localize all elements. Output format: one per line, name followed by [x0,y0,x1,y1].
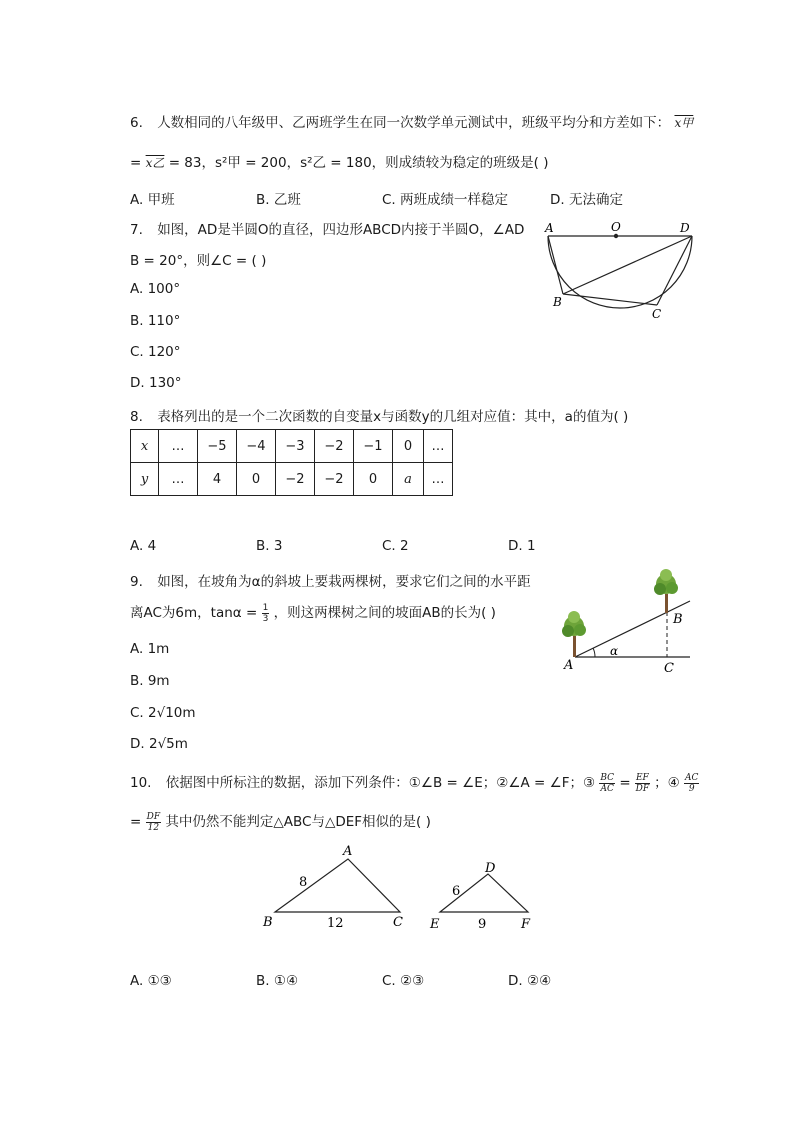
table-cell: … [424,463,453,496]
q9-option-a: A. 1m [130,641,170,657]
table-cell: … [159,430,198,463]
q6-option-c: C. 两班成绩一样稳定 [382,192,509,208]
tree-at-b-icon [654,569,678,613]
table-cell: y [131,463,159,496]
label-c: C [652,307,662,321]
q7-option-a: A. 100° [130,281,181,297]
q10-text-2b: 其中仍然不能判定△ABC与△DEF相似的是( ) [165,814,431,830]
label-c: C [393,915,403,930]
label-b: B [263,915,273,930]
label-a: A [564,658,574,673]
label-b: B [553,295,562,309]
q7-option-c: C. 120° [130,344,181,360]
table-row-y [131,463,453,496]
label-f: F [521,917,531,932]
q7-option-d: D. 130° [130,375,182,391]
table-cell: 0 [354,463,393,496]
label-b: B [673,612,683,627]
fraction-denominator: 9 [688,783,695,794]
q9-slope-figure [555,568,695,680]
q7-text-1: 如图，AD是半圆O的直径，四边形ABCD内接于半圆O，∠AD [157,222,525,238]
fraction-denominator: 3 [262,613,269,624]
table-cell: −2 [315,430,354,463]
table-cell: a [393,463,424,496]
q9-line1 [130,570,531,590]
q9-text-2a: 离AC为6m，tanα = [130,605,262,621]
q8-option-c: C. 2 [382,538,409,554]
q10-line2 [130,810,431,833]
q9-option-c: C. 2√10m [130,705,196,721]
q9-option-d: D. 2√5m [130,736,188,752]
q10-line1 [130,771,699,794]
table-cell: −1 [354,430,393,463]
table-cell: 0 [393,430,424,463]
q10-fraction-df-12 [146,812,161,833]
q10-text-1a: 依据图中所标注的数据，添加下列条件：①∠B = ∠E；②∠A = ∠F；③ [165,775,596,791]
chord-bc [563,294,657,305]
q6-option-b: B. 乙班 [256,192,301,208]
q10-number: 10. [130,775,152,791]
q9-text-1: 如图，在坡角为α的斜坡上要栽两棵树，要求它们之间的水平距 [157,574,531,590]
q9-line2 [130,601,496,624]
q10-option-c: C. ②③ [382,973,425,989]
label-a: A [343,844,353,859]
q9-option-b: B. 9m [130,673,170,689]
chord-ab [548,236,563,294]
q6-text-2a: = [130,155,146,171]
fraction-denominator: 12 [147,822,160,833]
q6-number: 6. [130,115,143,131]
table-cell: −4 [237,430,276,463]
table-cell: −3 [276,430,315,463]
q9-fraction [262,603,270,624]
table-row-x [131,430,453,463]
side-ef-length: 9 [478,917,487,932]
q10-triangles-figure [255,840,545,940]
q8-line [130,405,628,425]
label-o: O [611,220,621,234]
q6-text-1: 人数相同的八年级甲、乙两班学生在同一次数学单元测试中，班级平均分和方差如下： [157,115,671,131]
q8-option-d: D. 1 [508,538,536,554]
q10-fraction-ef-df [635,773,650,794]
q10-fraction-bc-ac [599,773,615,794]
q10-fraction-ac-9 [684,773,699,794]
tree-at-a-icon [562,611,586,657]
fraction-numerator: 1 [262,602,269,613]
q8-option-a: A. 4 [130,538,157,554]
q6-text-2b: = 83，s²甲 = 200，s²乙 = 180，则成绩较为稳定的班级是( ) [168,155,549,171]
q6-option-d: D. 无法确定 [550,192,623,208]
label-d: D [485,861,496,876]
label-alpha: α [610,644,619,658]
fraction-denominator: DF [635,783,650,794]
q6-xbar-yi: x乙 [145,156,165,170]
q8-option-b: B. 3 [256,538,283,554]
q9-text-2b: ，则这两棵树之间的坡面AB的长为( ) [273,605,496,621]
table-cell: … [159,463,198,496]
q10-equals: = [619,775,635,791]
table-cell: −2 [315,463,354,496]
q8-number: 8. [130,409,143,425]
slope-line [575,601,690,657]
label-c: C [664,661,674,676]
q10-option-d: D. ②④ [508,973,552,989]
label-a: A [545,221,554,235]
q9-number: 9. [130,574,143,590]
fraction-denominator: AC [600,783,614,794]
fraction-numerator: AC [684,772,699,783]
side-de-length: 6 [452,884,461,899]
label-d: D [680,221,690,235]
q8-value-table [130,429,453,496]
semicircle-arc [548,236,692,308]
table-cell: … [424,430,453,463]
q6-xbar-jia: x甲 [674,116,694,130]
side-ab-length: 8 [299,875,308,890]
table-cell: x [131,430,159,463]
q6-option-a: A. 甲班 [130,192,175,208]
q6-line2 [130,151,549,171]
q10-option-a: A. ①③ [130,973,172,989]
q7-number: 7. [130,222,143,238]
fraction-numerator: DF [146,811,161,822]
table-cell: 4 [198,463,237,496]
q7-semicircle-figure [540,218,700,324]
q10-option-b: B. ①④ [256,973,299,989]
table-cell: 0 [237,463,276,496]
table-cell: −2 [276,463,315,496]
fraction-numerator: BC [600,772,615,783]
q10-text-1b: ；④ [654,775,680,791]
fraction-numerator: EF [635,772,649,783]
label-e: E [430,917,440,932]
q7-text-2: B = 20°，则∠C = ( ) [130,253,267,269]
angle-arc [593,648,595,657]
chord-cd [657,236,692,305]
q7-line1 [130,218,524,238]
q7-option-b: B. 110° [130,313,181,329]
center-point-o [614,234,618,238]
q10-text-2a: = [130,814,146,830]
q8-text: 表格列出的是一个二次函数的自变量x与函数y的几组对应值：其中，a的值为( ) [157,409,629,425]
q6-line1 [130,111,693,131]
side-bc-length: 12 [327,916,344,931]
triangle-abc [275,859,400,912]
table-cell: −5 [198,430,237,463]
